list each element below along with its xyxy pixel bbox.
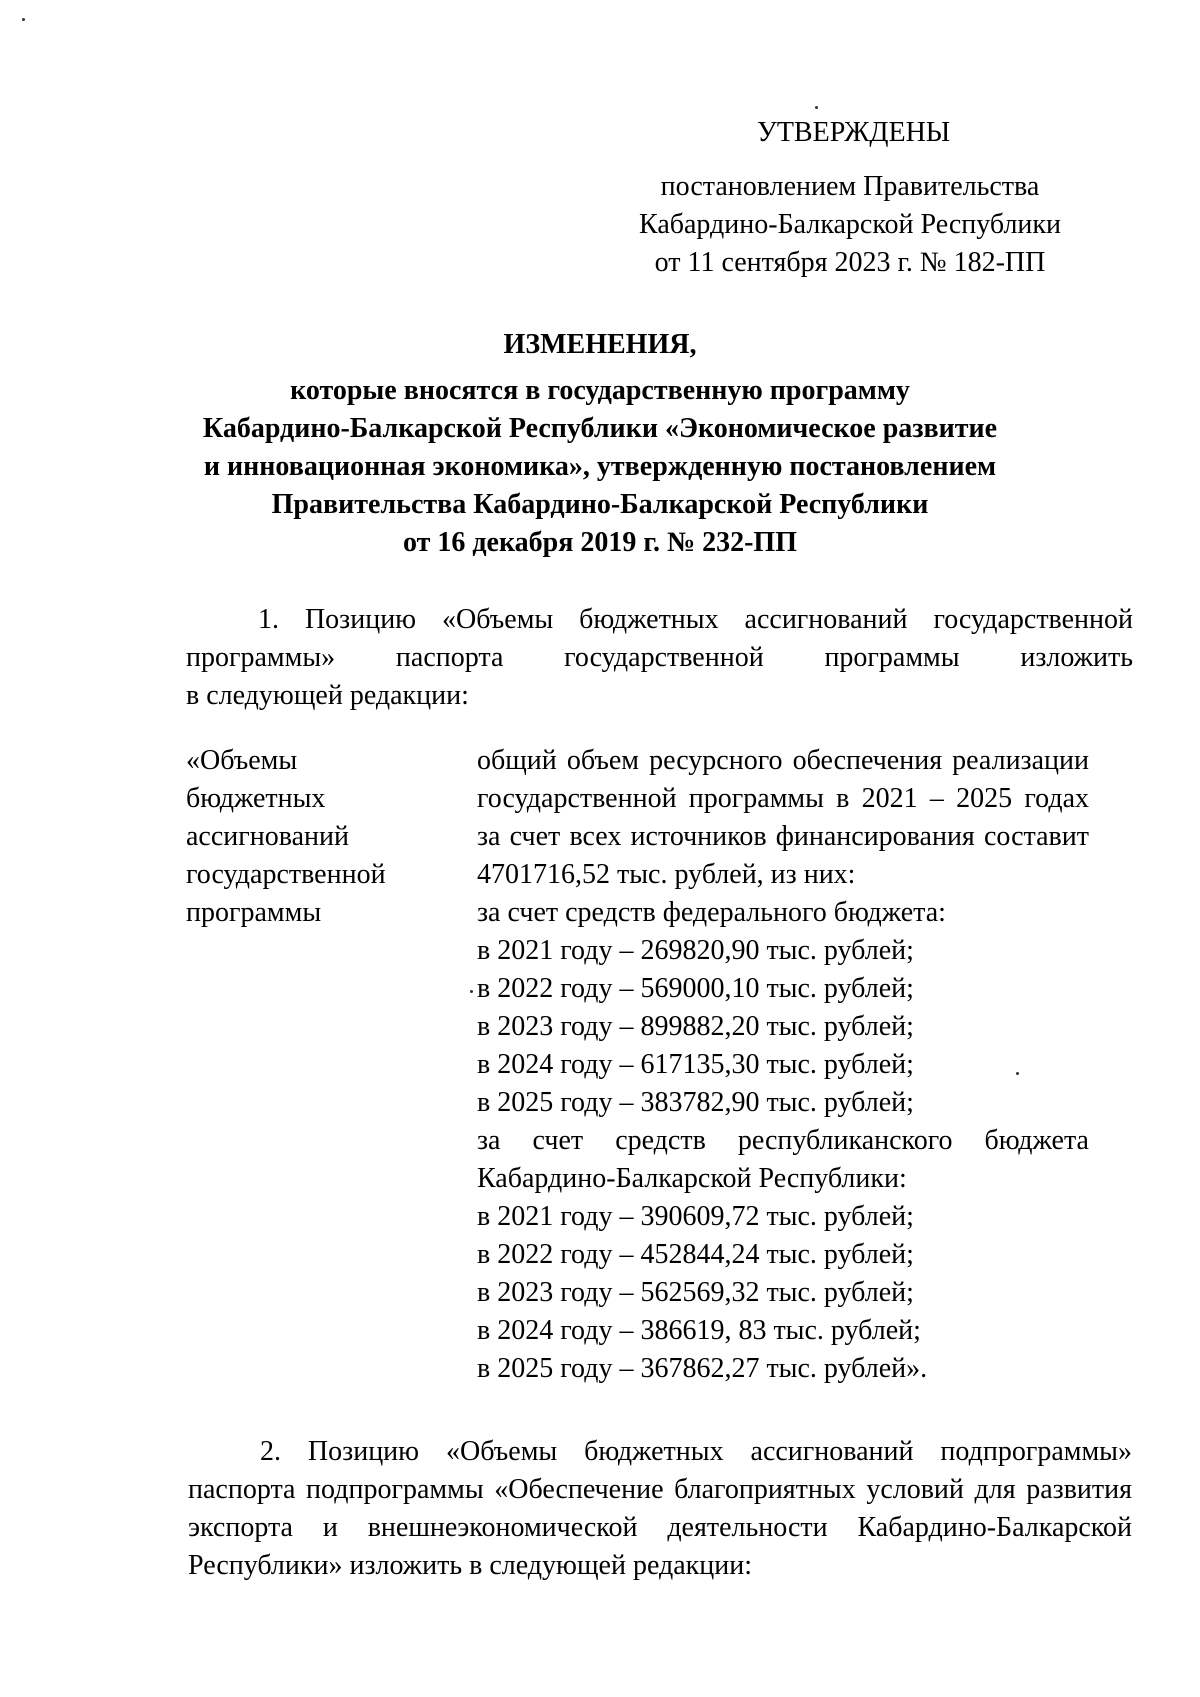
paragraph-line: паспорта подпрограммы «Обеспечение благоприятных условий для развития	[188, 1474, 1132, 1505]
right-cell-line: Кабардино-Балкарской Республики:	[477, 1163, 907, 1194]
left-cell-line: программы	[186, 897, 322, 928]
subtitle-line: от 16 декабря 2019 г. № 232-ПП	[403, 527, 797, 558]
approval-heading	[757, 114, 1017, 152]
right-cell-line: в 2024 году – 617135,30 тыс. рублей;	[477, 1049, 914, 1080]
right-cell-line: в 2024 году – 386619, 83 тыс. рублей;	[477, 1315, 921, 1346]
paragraph-line: 1. Позицию «Объемы бюджетных ассигнований государственной	[258, 604, 1133, 635]
right-cell-line: за счет средств федерального бюджета:	[477, 897, 946, 928]
right-cell-line: в 2025 году – 383782,90 тыс. рублей;	[477, 1087, 914, 1118]
right-cell-line: общий объем ресурсного обеспечения реализации	[477, 745, 1089, 776]
right-cell-line: 4701716,52 тыс. рублей, из них:	[477, 859, 856, 890]
document-subtitle	[150, 372, 1050, 562]
scan-mark	[22, 18, 25, 21]
right-cell-line: в 2023 году – 562569,32 тыс. рублей;	[477, 1277, 914, 1308]
left-cell-line: ассигнований	[186, 821, 349, 852]
paragraph-line: в следующей редакции:	[186, 680, 469, 711]
paragraph-line: 2. Позицию «Объемы бюджетных ассигнований подпрограммы»	[260, 1436, 1132, 1467]
scan-mark	[470, 990, 473, 993]
approval-line: от 11 сентября 2023 г. № 182-ПП	[654, 247, 1046, 278]
approval-line: Кабардино-Балкарской Республики	[639, 209, 1061, 240]
right-cell-line: государственной программы в 2021 – 2025 годах	[477, 783, 1089, 814]
paragraph-line: программы» паспорта государственной программы изложить	[186, 642, 1133, 673]
paragraph-2	[188, 1433, 1132, 1585]
approved-label: УТВЕРЖДЕНЫ	[757, 117, 951, 148]
subtitle-line: которые вносятся в государственную программу	[290, 375, 910, 406]
right-cell-line: в 2022 году – 569000,10 тыс. рублей;	[477, 973, 914, 1004]
left-cell-line: государственной	[186, 859, 386, 890]
paragraph-line: экспорта и внешнеэкономической деятельности Кабардино-Балкарской	[188, 1512, 1132, 1543]
approval-details	[620, 168, 1080, 282]
scan-mark	[815, 106, 818, 109]
right-cell-line: в 2023 году – 899882,20 тыс. рублей;	[477, 1011, 914, 1042]
right-cell-line: в 2025 году – 367862,27 тыс. рублей».	[477, 1353, 928, 1384]
right-cell-line: за счет средств республиканского бюджета	[477, 1125, 1089, 1156]
right-cell-line: в 2021 году – 269820,90 тыс. рублей;	[477, 935, 914, 966]
right-cell-line: за счет всех источников финансирования составит	[477, 821, 1089, 852]
subtitle-line: и инновационная экономика», утвержденную постановлением	[203, 451, 997, 482]
subtitle-line: Правительства Кабардино-Балкарской Республики	[271, 489, 929, 520]
document-title: ИЗМЕНЕНИЯ,	[503, 329, 697, 360]
approval-line: постановлением Правительства	[660, 171, 1040, 202]
right-cell-line: в 2021 году – 390609,72 тыс. рублей;	[477, 1201, 914, 1232]
table-right-column	[477, 742, 1089, 1388]
subtitle-line: Кабардино-Балкарской Республики «Экономическое развитие	[202, 413, 998, 444]
table-left-column	[186, 742, 426, 932]
left-cell-line: бюджетных	[186, 783, 326, 814]
paragraph-1	[186, 601, 1133, 715]
right-cell-line: в 2022 году – 452844,24 тыс. рублей;	[477, 1239, 914, 1270]
left-cell-line: «Объемы	[186, 745, 298, 776]
paragraph-line: Республики» изложить в следующей редакции:	[188, 1550, 753, 1581]
